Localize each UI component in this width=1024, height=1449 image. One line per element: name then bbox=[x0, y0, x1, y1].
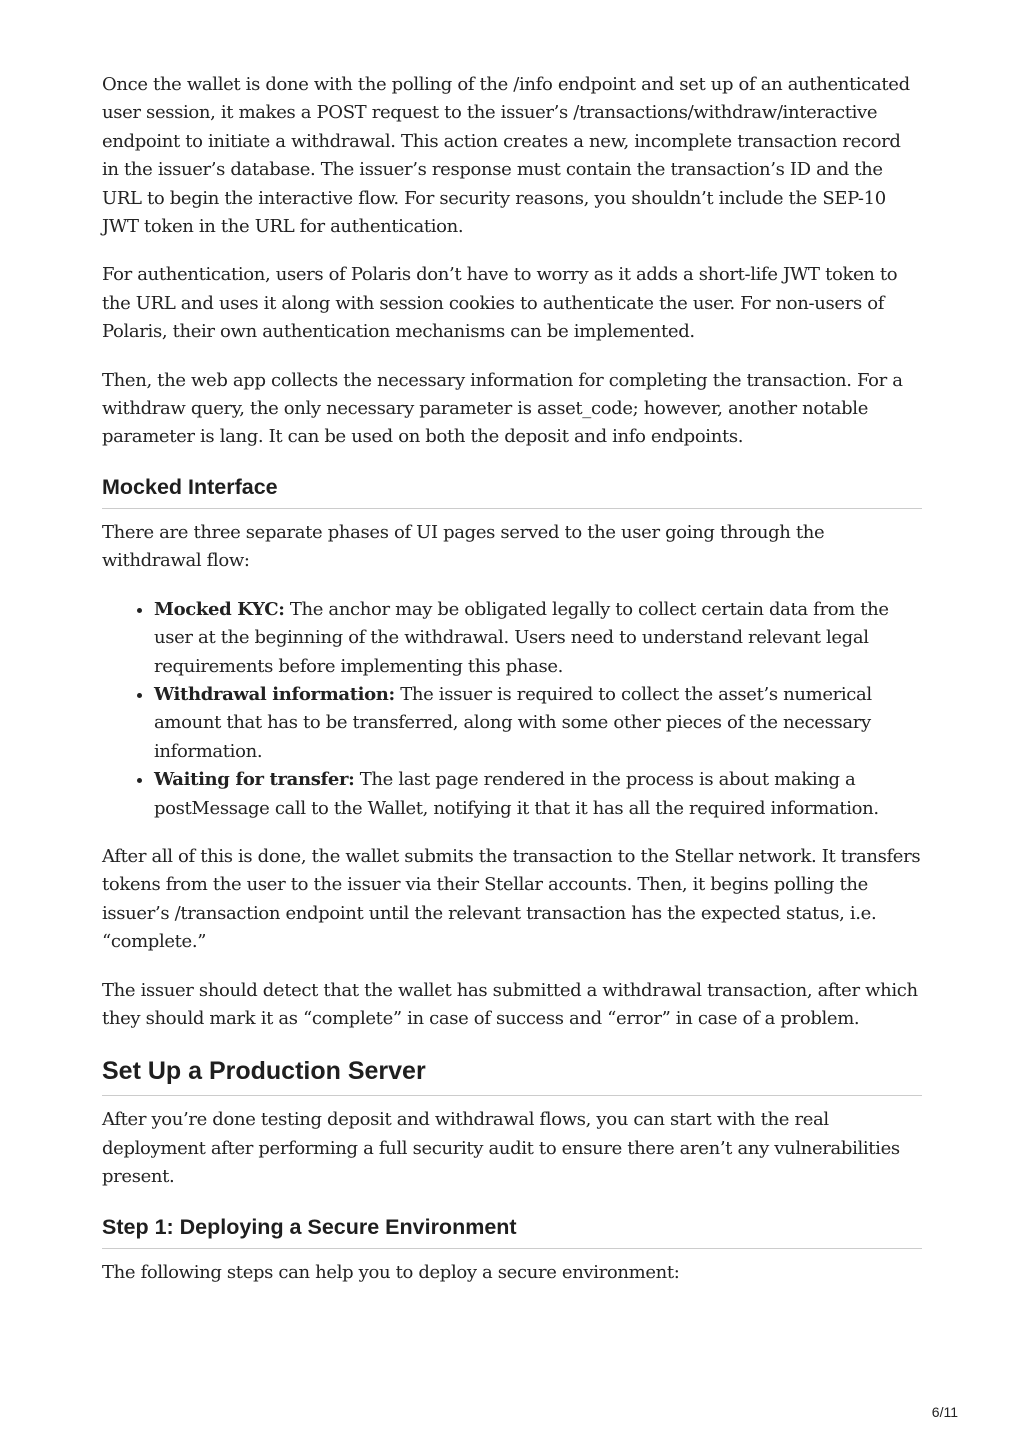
paragraph-withdraw-request: Once the wallet is done with the polling of the /info endpoint and set up of an authenticated user session, it makes a POST request to the issuer’s /transactions/withdraw/interactive endpoint to initiate a withdrawal. This action creates a new, incomplete transaction record in the issuer’s database. The issuer’s response must contain the transaction’s ID and the URL to begin the interactive flow. For security reasons, you shouldn’t include the SEP-10 JWT token in the URL for authentication. bbox=[102, 74, 910, 238]
heading-step-1: Step 1: Deploying a Secure Environment bbox=[102, 1212, 922, 1249]
paragraph-authentication: For authentication, users of Polaris don’t have to worry as it adds a short-life JWT token to the URL and uses it along with session cookies to authenticate the user. For non-users of Polaris, their own authentication mechanisms can be implemented. bbox=[102, 264, 898, 343]
list-item-text: The last page rendered in the process is about making a postMessage call to the Wallet, notifying it that it has all the required information. bbox=[154, 769, 879, 819]
list-item-label: Mocked KYC: bbox=[154, 598, 285, 620]
paragraph-issuer-detects: The issuer should detect that the wallet has submitted a withdrawal transaction, after which they should mark it as “complete” in case of success and “error” in case of a problem. bbox=[102, 979, 918, 1029]
list-item-waiting-for-transfer bbox=[154, 766, 922, 823]
paragraph-web-app: Then, the web app collects the necessary information for completing the transaction. For a withdraw query, the only necessary parameter is asset_code; however, another notable parameter is lang. It can be used on both the deposit and info endpoints. bbox=[102, 369, 903, 448]
list-item-withdrawal-information bbox=[154, 681, 922, 766]
paragraph-step-1-intro: The following steps can help you to deploy a secure environment: bbox=[102, 1261, 680, 1283]
heading-mocked-interface: Mocked Interface bbox=[102, 472, 922, 509]
heading-production-server: Set Up a Production Server bbox=[102, 1053, 922, 1096]
paragraph-wallet-submits: After all of this is done, the wallet submits the transaction to the Stellar network. It transfers tokens from the user to the issuer via their Stellar accounts. Then, it begins polling the issuer’s /transaction endpoint until the relevant transaction has the expected status, i.e. “complete.” bbox=[102, 845, 921, 953]
list-item-mocked-kyc bbox=[154, 596, 922, 681]
phases-list bbox=[102, 596, 922, 823]
list-item-label: Withdrawal information: bbox=[154, 683, 395, 705]
paragraph-phases-intro: There are three separate phases of UI pages served to the user going through the withdrawal flow: bbox=[102, 521, 825, 572]
paragraph-production-intro: After you’re done testing deposit and withdrawal flows, you can start with the real deployment after performing a full security audit to ensure there aren’t any vulnerabilities present. bbox=[102, 1109, 900, 1188]
page-number: 6/11 bbox=[931, 1404, 958, 1420]
list-item-label: Waiting for transfer: bbox=[154, 769, 355, 791]
list-item-text: The issuer is required to collect the asset’s numerical amount that has to be transferred, along with some other pieces of the necessary information. bbox=[154, 683, 872, 762]
document-body bbox=[102, 71, 922, 1307]
list-item-text: The anchor may be obligated legally to collect certain data from the user at the beginning of the withdrawal. Users need to understand relevant legal requirements before implementing this phase. bbox=[154, 598, 889, 677]
